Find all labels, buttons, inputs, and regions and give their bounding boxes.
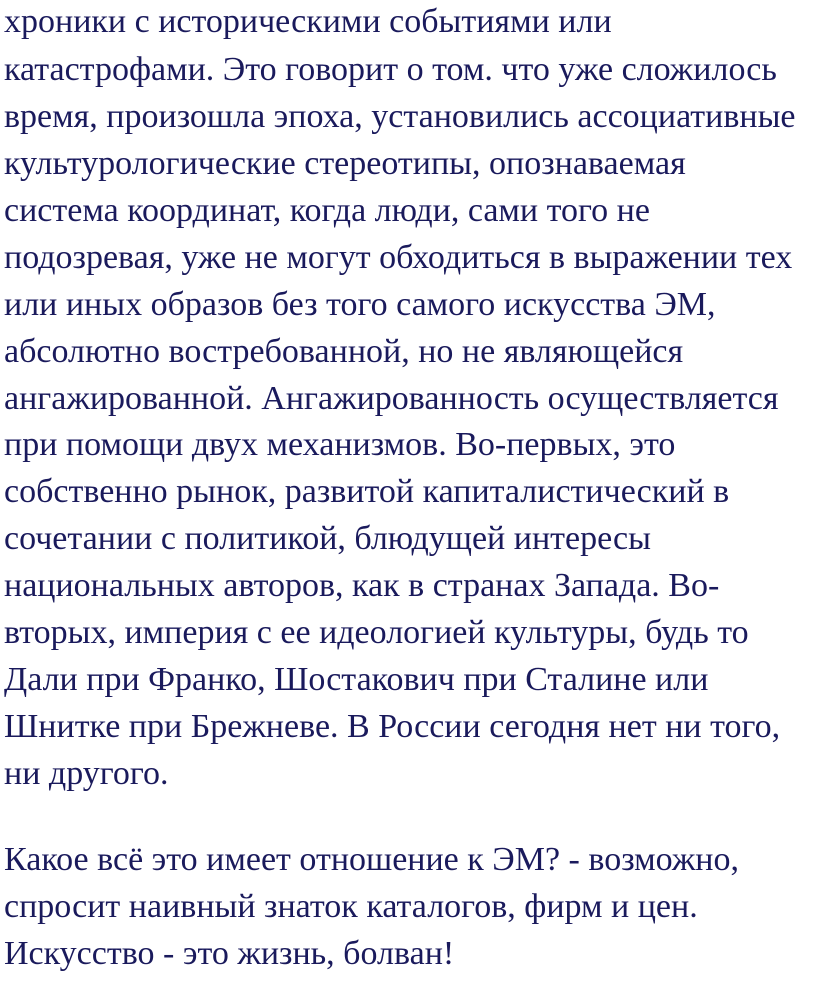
text-line: хроники с историческими событиями или	[4, 3, 612, 40]
text-line: время, произошла эпоха, установились ассоциативные	[4, 98, 796, 135]
text-line: или иных образов без того самого искусства ЭМ,	[4, 286, 716, 323]
text-line: ангажированной. Ангажированность осуществляется	[4, 380, 779, 417]
text-line: Искусство - это жизнь, болван!	[4, 935, 455, 972]
text-line: культурологические стереотипы, опознаваемая	[4, 145, 686, 182]
text-line: абсолютно востребованной, но не являющейся	[4, 333, 684, 370]
text-line: Шнитке при Брежневе. В России сегодня нет ни того,	[4, 708, 781, 745]
text-line: сочетании с политикой, блюдущей интересы	[4, 520, 651, 557]
text-line: вторых, империя с ее идеологией культуры, будь то	[4, 614, 749, 651]
text-line: подозревая, уже не могут обходиться в выражении тех	[4, 239, 793, 276]
text-line: ни другого.	[4, 755, 169, 792]
text-line: система координат, когда люди, сами того не	[4, 192, 650, 229]
text-line: катастрофами. Это говорит о том. что уже сложилось	[4, 51, 777, 88]
text-line: Какое всё это имеет отношение к ЭМ? - возможно,	[4, 841, 740, 878]
text-line: собственно рынок, развитой капиталистический в	[4, 473, 730, 510]
text-line: при помощи двух механизмов. Во-первых, это	[4, 426, 676, 463]
text-line: Дали при Франко, Шостакович при Сталине или	[4, 661, 709, 698]
text-line: спросит наивный знаток каталогов, фирм и цен.	[4, 888, 698, 925]
text-line: национальных авторов, как в странах Запада. Во-	[4, 567, 720, 604]
